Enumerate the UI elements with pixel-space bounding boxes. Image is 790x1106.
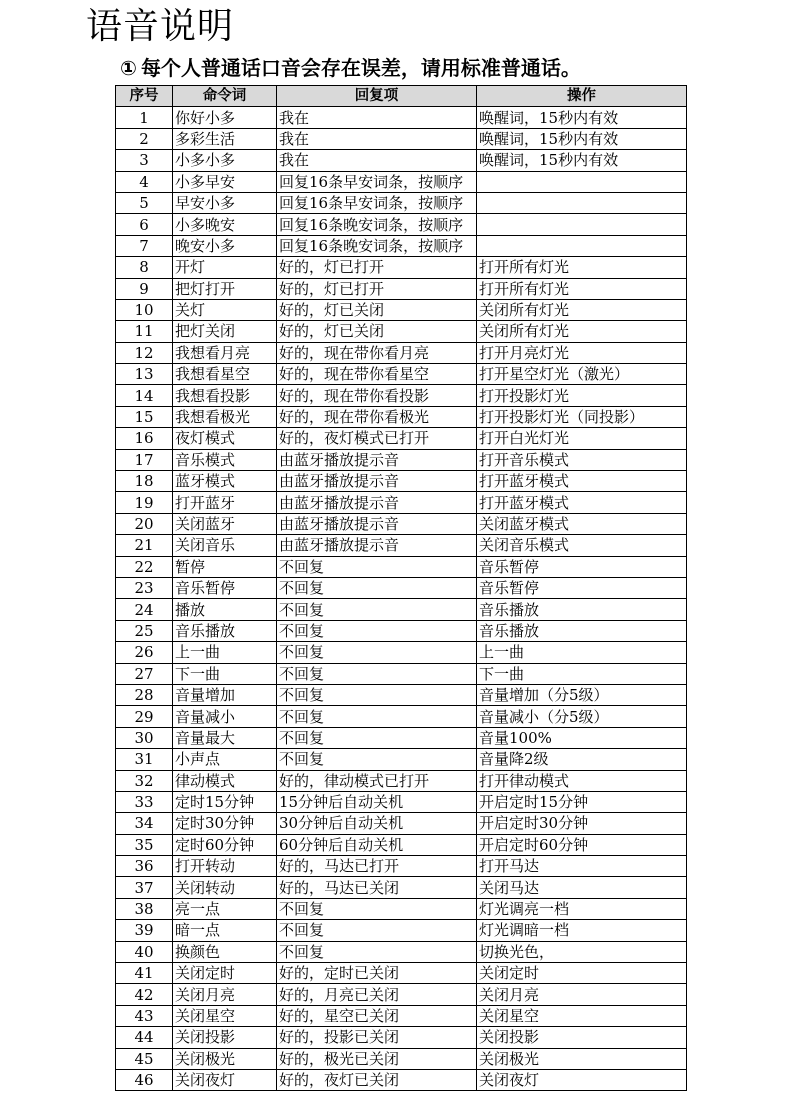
- cell-action: 音量减小（分5级）: [477, 706, 687, 727]
- cell-reply: 由蓝牙播放提示音: [277, 492, 477, 513]
- cell-reply: 不回复: [277, 898, 477, 919]
- table-row: [116, 492, 687, 513]
- cell-index: 13: [116, 364, 173, 385]
- cell-action: 关闭夜灯: [477, 1069, 687, 1090]
- table-row: [116, 1005, 687, 1026]
- cell-action: 关闭所有灯光: [477, 321, 687, 342]
- cell-reply: 回复16条晚安词条，按顺序: [277, 235, 477, 256]
- cell-command: 你好小多: [173, 107, 277, 128]
- cell-command: 我想看投影: [173, 385, 277, 406]
- cell-reply: 60分钟后自动关机: [277, 834, 477, 855]
- cell-index: 40: [116, 941, 173, 962]
- cell-action: 打开投影灯光（同投影）: [477, 406, 687, 427]
- cell-command: 早安小多: [173, 192, 277, 213]
- table-row: [116, 192, 687, 213]
- cell-reply: 由蓝牙播放提示音: [277, 513, 477, 534]
- cell-command: 关闭月亮: [173, 984, 277, 1005]
- table-row: [116, 299, 687, 320]
- cell-reply: 回复16条晚安词条，按顺序: [277, 214, 477, 235]
- cell-action: [477, 214, 687, 235]
- cell-index: 32: [116, 770, 173, 791]
- accent-note: [120, 54, 581, 82]
- cell-reply: 不回复: [277, 920, 477, 941]
- cell-index: 3: [116, 150, 173, 171]
- cell-reply: 由蓝牙播放提示音: [277, 535, 477, 556]
- table-row: [116, 513, 687, 534]
- table-row: [116, 342, 687, 363]
- cell-action: 关闭音乐模式: [477, 535, 687, 556]
- cell-command: 音乐播放: [173, 620, 277, 641]
- cell-command: 关闭转动: [173, 877, 277, 898]
- cell-action: 打开所有灯光: [477, 278, 687, 299]
- cell-action: 唤醒词，15秒内有效: [477, 107, 687, 128]
- cell-index: 17: [116, 449, 173, 470]
- cell-command: 换颜色: [173, 941, 277, 962]
- cell-command: 我想看星空: [173, 364, 277, 385]
- cell-index: 41: [116, 963, 173, 984]
- cell-index: 7: [116, 235, 173, 256]
- cell-index: 20: [116, 513, 173, 534]
- cell-action: 打开蓝牙模式: [477, 492, 687, 513]
- table-row: [116, 599, 687, 620]
- cell-command: 关闭投影: [173, 1027, 277, 1048]
- cell-action: 打开律动模式: [477, 770, 687, 791]
- table-row: [116, 385, 687, 406]
- table-row: [116, 535, 687, 556]
- cell-reply: 回复16条早安词条，按顺序: [277, 171, 477, 192]
- cell-reply: 不回复: [277, 599, 477, 620]
- header-action: 操作: [477, 86, 687, 107]
- table-row: [116, 150, 687, 171]
- cell-command: 定时15分钟: [173, 791, 277, 812]
- table-row: [116, 1069, 687, 1090]
- cell-command: 小声点: [173, 749, 277, 770]
- table-row: [116, 663, 687, 684]
- cell-command: 音量减小: [173, 706, 277, 727]
- cell-index: 28: [116, 684, 173, 705]
- table-row: [116, 813, 687, 834]
- cell-action: [477, 235, 687, 256]
- cell-reply: 我在: [277, 128, 477, 149]
- cell-action: 开启定时30分钟: [477, 813, 687, 834]
- voice-command-table: [115, 85, 687, 1091]
- table-row: [116, 556, 687, 577]
- cell-command: 多彩生活: [173, 128, 277, 149]
- table-row: [116, 235, 687, 256]
- cell-action: [477, 171, 687, 192]
- cell-action: 关闭星空: [477, 1005, 687, 1026]
- cell-command: 音量最大: [173, 727, 277, 748]
- cell-reply: 好的，现在带你看星空: [277, 364, 477, 385]
- cell-command: 关闭夜灯: [173, 1069, 277, 1090]
- cell-command: 关灯: [173, 299, 277, 320]
- cell-index: 37: [116, 877, 173, 898]
- table-row: [116, 920, 687, 941]
- cell-reply: 我在: [277, 107, 477, 128]
- cell-command: 关闭极光: [173, 1048, 277, 1069]
- cell-action: 关闭投影: [477, 1027, 687, 1048]
- table-row: [116, 257, 687, 278]
- table-row: [116, 214, 687, 235]
- cell-reply: 好的，现在带你看投影: [277, 385, 477, 406]
- table-row: [116, 941, 687, 962]
- header-command: 命令词: [173, 86, 277, 107]
- cell-command: 律动模式: [173, 770, 277, 791]
- cell-action: 音量降2级: [477, 749, 687, 770]
- table-row: [116, 128, 687, 149]
- cell-command: 定时30分钟: [173, 813, 277, 834]
- cell-index: 30: [116, 727, 173, 748]
- cell-command: 音量增加: [173, 684, 277, 705]
- cell-index: 36: [116, 856, 173, 877]
- table-row: [116, 1048, 687, 1069]
- cell-action: 关闭马达: [477, 877, 687, 898]
- cell-action: 关闭定时: [477, 963, 687, 984]
- cell-action: 灯光调亮一档: [477, 898, 687, 919]
- table-row: [116, 642, 687, 663]
- cell-command: 晚安小多: [173, 235, 277, 256]
- cell-reply: 不回复: [277, 941, 477, 962]
- cell-reply: 15分钟后自动关机: [277, 791, 477, 812]
- cell-index: 46: [116, 1069, 173, 1090]
- cell-action: 打开蓝牙模式: [477, 471, 687, 492]
- table-row: [116, 834, 687, 855]
- cell-action: 音量增加（分5级）: [477, 684, 687, 705]
- table-row: [116, 428, 687, 449]
- page-title: 语音说明: [86, 6, 235, 47]
- cell-index: 27: [116, 663, 173, 684]
- cell-action: 打开投影灯光: [477, 385, 687, 406]
- table-row: [116, 107, 687, 128]
- cell-index: 16: [116, 428, 173, 449]
- cell-reply: 好的，律动模式已打开: [277, 770, 477, 791]
- cell-command: 暗一点: [173, 920, 277, 941]
- cell-reply: 好的，月亮已关闭: [277, 984, 477, 1005]
- cell-reply: 好的，马达已打开: [277, 856, 477, 877]
- cell-reply: 好的，定时已关闭: [277, 963, 477, 984]
- cell-reply: 好的，灯已打开: [277, 257, 477, 278]
- cell-reply: 不回复: [277, 642, 477, 663]
- cell-action: 关闭极光: [477, 1048, 687, 1069]
- cell-reply: 好的，极光已关闭: [277, 1048, 477, 1069]
- cell-index: 22: [116, 556, 173, 577]
- table-row: [116, 471, 687, 492]
- cell-index: 29: [116, 706, 173, 727]
- table-row: [116, 321, 687, 342]
- cell-action: 上一曲: [477, 642, 687, 663]
- cell-reply: 好的，灯已关闭: [277, 299, 477, 320]
- cell-index: 10: [116, 299, 173, 320]
- cell-action: 唤醒词，15秒内有效: [477, 150, 687, 171]
- cell-action: [477, 192, 687, 213]
- cell-reply: 回复16条早安词条，按顺序: [277, 192, 477, 213]
- table-row: [116, 856, 687, 877]
- table-row: [116, 278, 687, 299]
- cell-index: 19: [116, 492, 173, 513]
- cell-action: 音乐播放: [477, 599, 687, 620]
- cell-index: 35: [116, 834, 173, 855]
- cell-index: 9: [116, 278, 173, 299]
- cell-index: 23: [116, 577, 173, 598]
- cell-reply: 好的，夜灯模式已打开: [277, 428, 477, 449]
- table-row: [116, 620, 687, 641]
- table-row: [116, 877, 687, 898]
- table-row: [116, 749, 687, 770]
- cell-index: 21: [116, 535, 173, 556]
- cell-index: 42: [116, 984, 173, 1005]
- table-row: [116, 684, 687, 705]
- cell-command: 把灯打开: [173, 278, 277, 299]
- cell-index: 25: [116, 620, 173, 641]
- header-index: 序号: [116, 86, 173, 107]
- cell-action: 关闭月亮: [477, 984, 687, 1005]
- cell-index: 14: [116, 385, 173, 406]
- cell-index: 39: [116, 920, 173, 941]
- cell-reply: 我在: [277, 150, 477, 171]
- cell-reply: 不回复: [277, 663, 477, 684]
- cell-action: 开启定时15分钟: [477, 791, 687, 812]
- cell-reply: 不回复: [277, 684, 477, 705]
- table-header-row: [116, 86, 687, 107]
- table-row: [116, 770, 687, 791]
- table-row: [116, 706, 687, 727]
- table-row: [116, 1027, 687, 1048]
- cell-reply: 好的，投影已关闭: [277, 1027, 477, 1048]
- cell-action: 音量100%: [477, 727, 687, 748]
- cell-command: 关闭音乐: [173, 535, 277, 556]
- cell-action: 下一曲: [477, 663, 687, 684]
- cell-index: 4: [116, 171, 173, 192]
- table-row: [116, 577, 687, 598]
- cell-action: 打开马达: [477, 856, 687, 877]
- cell-command: 打开转动: [173, 856, 277, 877]
- cell-index: 11: [116, 321, 173, 342]
- table-row: [116, 984, 687, 1005]
- cell-action: 打开月亮灯光: [477, 342, 687, 363]
- cell-command: 我想看极光: [173, 406, 277, 427]
- table-row: [116, 171, 687, 192]
- cell-command: 播放: [173, 599, 277, 620]
- table-row: [116, 963, 687, 984]
- note-text: 每个人普通话口音会存在误差，请用标准普通话。: [140, 56, 581, 80]
- info-circle-icon: ①: [120, 56, 137, 80]
- cell-index: 12: [116, 342, 173, 363]
- cell-action: 灯光调暗一档: [477, 920, 687, 941]
- cell-action: 关闭蓝牙模式: [477, 513, 687, 534]
- cell-reply: 好的，灯已关闭: [277, 321, 477, 342]
- table-row: [116, 449, 687, 470]
- cell-reply: 不回复: [277, 749, 477, 770]
- cell-action: 音乐暂停: [477, 577, 687, 598]
- cell-reply: 由蓝牙播放提示音: [277, 471, 477, 492]
- cell-index: 43: [116, 1005, 173, 1026]
- cell-action: 开启定时60分钟: [477, 834, 687, 855]
- cell-reply: 由蓝牙播放提示音: [277, 449, 477, 470]
- cell-action: 打开白光灯光: [477, 428, 687, 449]
- cell-command: 音乐模式: [173, 449, 277, 470]
- cell-command: 我想看月亮: [173, 342, 277, 363]
- cell-command: 上一曲: [173, 642, 277, 663]
- cell-command: 小多小多: [173, 150, 277, 171]
- cell-command: 把灯关闭: [173, 321, 277, 342]
- cell-command: 定时60分钟: [173, 834, 277, 855]
- cell-reply: 不回复: [277, 577, 477, 598]
- cell-action: 关闭所有灯光: [477, 299, 687, 320]
- table-row: [116, 364, 687, 385]
- cell-action: 切换光色，: [477, 941, 687, 962]
- cell-index: 26: [116, 642, 173, 663]
- table-row: [116, 898, 687, 919]
- cell-action: 打开所有灯光: [477, 257, 687, 278]
- cell-reply: 不回复: [277, 727, 477, 748]
- cell-reply: 好的，夜灯已关闭: [277, 1069, 477, 1090]
- cell-index: 2: [116, 128, 173, 149]
- cell-reply: 不回复: [277, 706, 477, 727]
- cell-index: 45: [116, 1048, 173, 1069]
- cell-action: 打开星空灯光（激光）: [477, 364, 687, 385]
- cell-index: 5: [116, 192, 173, 213]
- cell-command: 小多晚安: [173, 214, 277, 235]
- cell-reply: 好的，现在带你看月亮: [277, 342, 477, 363]
- cell-command: 关闭定时: [173, 963, 277, 984]
- table-row: [116, 727, 687, 748]
- cell-action: 音乐播放: [477, 620, 687, 641]
- table-row: [116, 791, 687, 812]
- cell-command: 下一曲: [173, 663, 277, 684]
- cell-reply: 好的，星空已关闭: [277, 1005, 477, 1026]
- cell-command: 关闭星空: [173, 1005, 277, 1026]
- cell-index: 44: [116, 1027, 173, 1048]
- cell-command: 小多早安: [173, 171, 277, 192]
- cell-index: 34: [116, 813, 173, 834]
- cell-command: 打开蓝牙: [173, 492, 277, 513]
- cell-index: 38: [116, 898, 173, 919]
- cell-index: 33: [116, 791, 173, 812]
- cell-command: 夜灯模式: [173, 428, 277, 449]
- cell-index: 15: [116, 406, 173, 427]
- cell-command: 开灯: [173, 257, 277, 278]
- cell-command: 蓝牙模式: [173, 471, 277, 492]
- cell-index: 6: [116, 214, 173, 235]
- cell-command: 暂停: [173, 556, 277, 577]
- cell-action: 打开音乐模式: [477, 449, 687, 470]
- cell-reply: 好的，现在带你看极光: [277, 406, 477, 427]
- cell-reply: 好的，灯已打开: [277, 278, 477, 299]
- cell-reply: 不回复: [277, 620, 477, 641]
- cell-index: 18: [116, 471, 173, 492]
- cell-command: 亮一点: [173, 898, 277, 919]
- cell-reply: 30分钟后自动关机: [277, 813, 477, 834]
- cell-index: 31: [116, 749, 173, 770]
- cell-index: 24: [116, 599, 173, 620]
- cell-reply: 不回复: [277, 556, 477, 577]
- cell-action: 音乐暂停: [477, 556, 687, 577]
- header-reply: 回复项: [277, 86, 477, 107]
- cell-index: 1: [116, 107, 173, 128]
- cell-reply: 好的，马达已关闭: [277, 877, 477, 898]
- cell-command: 关闭蓝牙: [173, 513, 277, 534]
- cell-index: 8: [116, 257, 173, 278]
- table-row: [116, 406, 687, 427]
- cell-command: 音乐暂停: [173, 577, 277, 598]
- cell-action: 唤醒词，15秒内有效: [477, 128, 687, 149]
